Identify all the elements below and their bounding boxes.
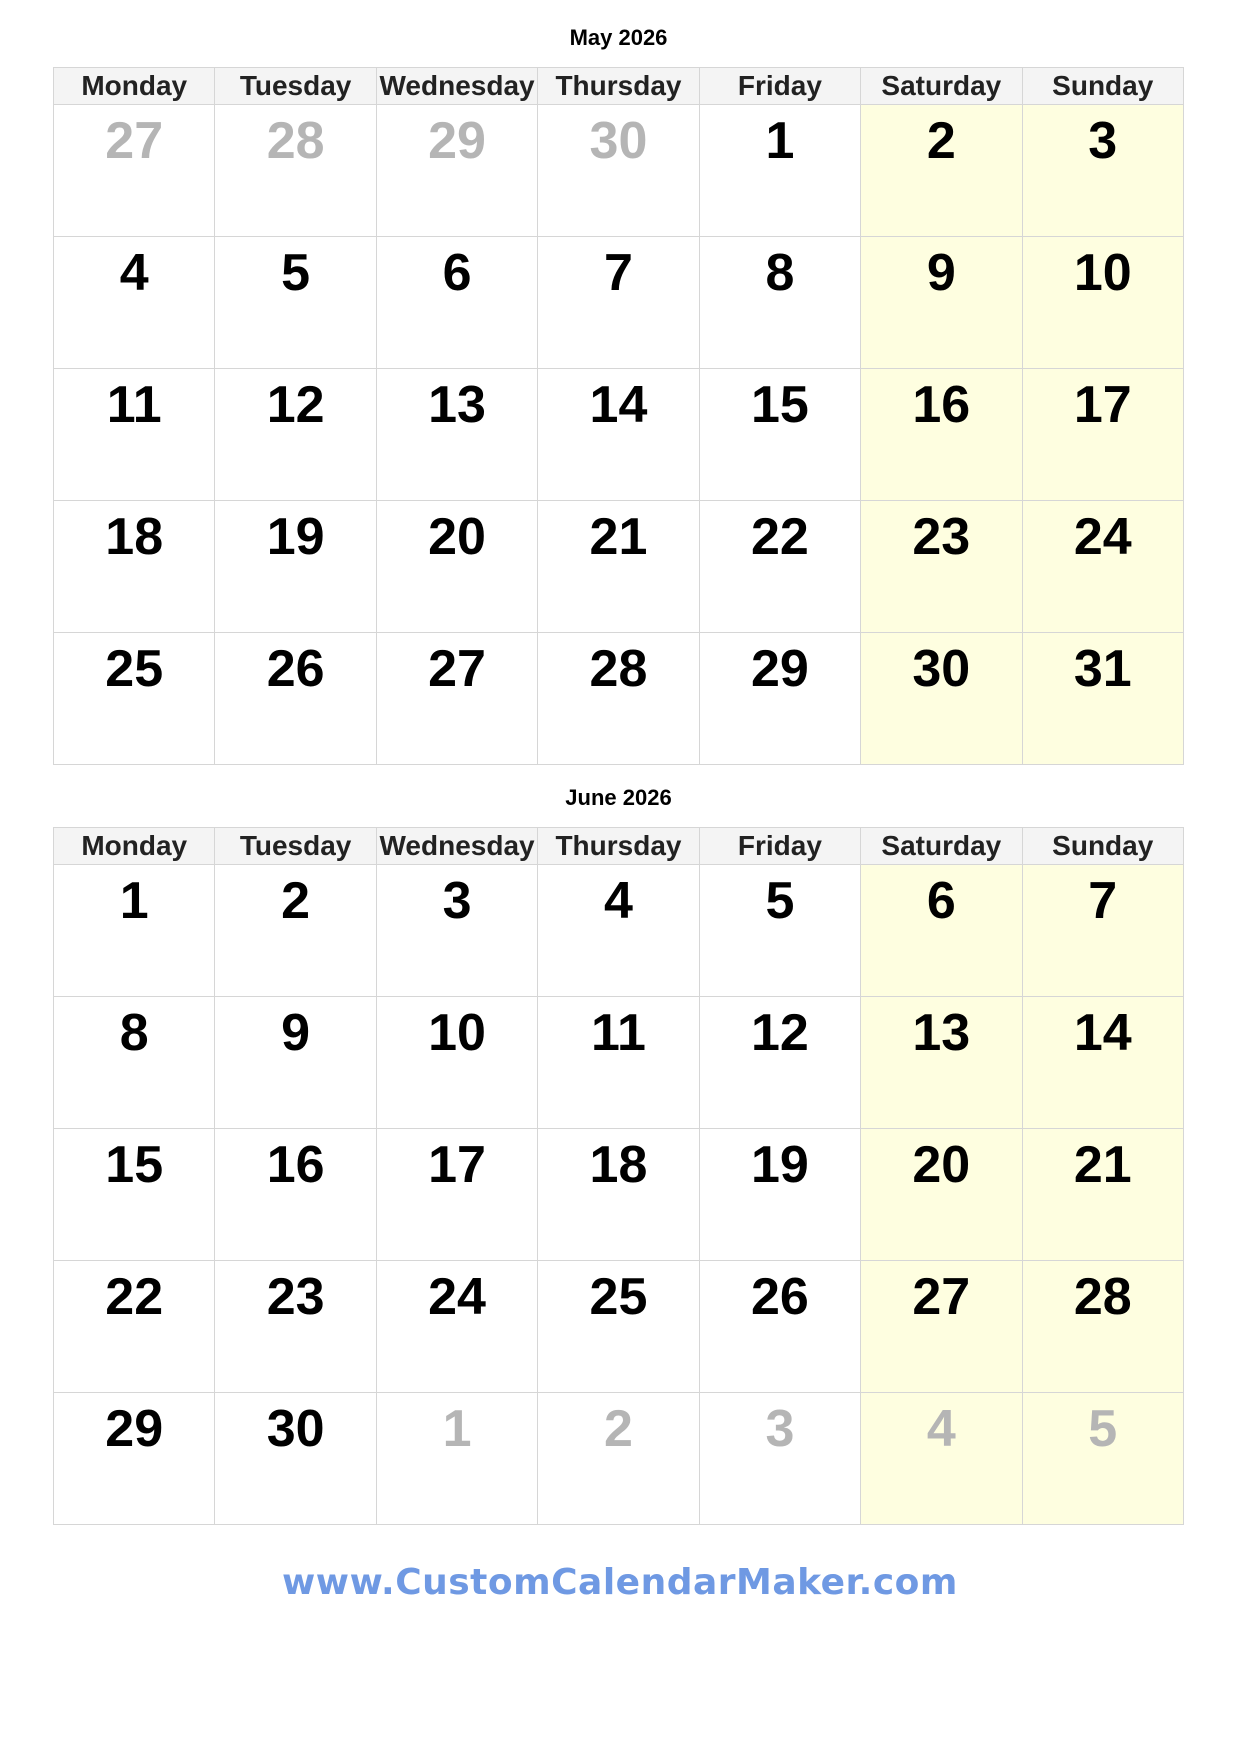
day-cell[interactable]: 20 [377,501,538,633]
day-cell-other-month[interactable]: 29 [377,105,538,237]
day-cell[interactable]: 16 [215,1129,376,1261]
week-row [54,1261,1184,1393]
day-cell-other-month[interactable]: 27 [54,105,215,237]
day-cell[interactable]: 11 [54,369,215,501]
month-title: June 2026 [565,785,672,810]
weekday-header-cell: Tuesday [215,68,376,105]
day-cell[interactable]: 6 [861,865,1022,997]
day-cell[interactable]: 21 [538,501,699,633]
week-row [54,997,1184,1129]
day-cell[interactable]: 14 [1023,997,1184,1129]
day-cell[interactable]: 22 [700,501,861,633]
day-cell[interactable]: 12 [215,369,376,501]
day-cell[interactable]: 29 [700,633,861,765]
weekday-header-cell: Monday [54,828,215,865]
day-cell[interactable]: 26 [215,633,376,765]
day-cell[interactable]: 1 [54,865,215,997]
day-cell[interactable]: 9 [215,997,376,1129]
day-cell[interactable]: 5 [215,237,376,369]
day-cell[interactable]: 11 [538,997,699,1129]
weekday-header-row [54,828,1184,865]
day-cell[interactable]: 10 [377,997,538,1129]
weekday-header-cell: Thursday [538,68,699,105]
weekday-header-row [54,68,1184,105]
day-cell[interactable]: 4 [538,865,699,997]
week-row [54,865,1184,997]
day-cell[interactable]: 18 [538,1129,699,1261]
day-cell-other-month[interactable]: 1 [377,1393,538,1525]
day-cell-other-month[interactable]: 3 [700,1393,861,1525]
day-cell[interactable]: 25 [54,633,215,765]
weekday-header-cell: Tuesday [215,828,376,865]
day-cell[interactable]: 17 [377,1129,538,1261]
day-cell[interactable]: 24 [1023,501,1184,633]
month-title: May 2026 [569,25,668,50]
day-cell[interactable]: 30 [861,633,1022,765]
week-row [54,1393,1184,1525]
day-cell[interactable]: 15 [54,1129,215,1261]
day-cell[interactable]: 30 [215,1393,376,1525]
day-cell[interactable]: 24 [377,1261,538,1393]
day-cell[interactable]: 10 [1023,237,1184,369]
weekday-header-cell: Friday [700,828,861,865]
week-row [54,369,1184,501]
day-cell[interactable]: 1 [700,105,861,237]
day-cell[interactable]: 19 [700,1129,861,1261]
day-cell-other-month[interactable]: 4 [861,1393,1022,1525]
day-cell[interactable]: 17 [1023,369,1184,501]
weekday-header-cell: Wednesday [377,68,538,105]
weekday-header-cell: Friday [700,68,861,105]
day-cell[interactable]: 31 [1023,633,1184,765]
week-row [54,237,1184,369]
weekday-header-cell: Monday [54,68,215,105]
week-row [54,633,1184,765]
day-cell[interactable]: 8 [54,997,215,1129]
day-cell[interactable]: 2 [215,865,376,997]
day-cell-other-month[interactable]: 5 [1023,1393,1184,1525]
day-cell-other-month[interactable]: 28 [215,105,376,237]
day-cell[interactable]: 8 [700,237,861,369]
day-cell[interactable]: 3 [1023,105,1184,237]
day-cell[interactable]: 15 [700,369,861,501]
day-cell[interactable]: 7 [538,237,699,369]
day-cell[interactable]: 20 [861,1129,1022,1261]
weekday-header-cell: Saturday [861,68,1022,105]
week-row [54,1129,1184,1261]
day-cell[interactable]: 5 [700,865,861,997]
day-cell[interactable]: 25 [538,1261,699,1393]
day-cell[interactable]: 9 [861,237,1022,369]
day-cell[interactable]: 12 [700,997,861,1129]
weekday-header-cell: Wednesday [377,828,538,865]
day-cell[interactable]: 14 [538,369,699,501]
day-cell[interactable]: 3 [377,865,538,997]
day-cell[interactable]: 27 [861,1261,1022,1393]
day-cell[interactable]: 29 [54,1393,215,1525]
day-cell[interactable]: 21 [1023,1129,1184,1261]
calendar-grid [53,67,1184,765]
week-row [54,105,1184,237]
week-row [54,501,1184,633]
day-cell[interactable]: 23 [215,1261,376,1393]
day-cell[interactable]: 13 [861,997,1022,1129]
day-cell[interactable]: 6 [377,237,538,369]
day-cell[interactable]: 22 [54,1261,215,1393]
day-cell[interactable]: 4 [54,237,215,369]
weekday-header-cell: Sunday [1023,828,1184,865]
day-cell[interactable]: 2 [861,105,1022,237]
day-cell[interactable]: 26 [700,1261,861,1393]
day-cell[interactable]: 7 [1023,865,1184,997]
day-cell-other-month[interactable]: 2 [538,1393,699,1525]
day-cell[interactable]: 18 [54,501,215,633]
day-cell[interactable]: 23 [861,501,1022,633]
day-cell[interactable]: 13 [377,369,538,501]
weekday-header-cell: Thursday [538,828,699,865]
day-cell-other-month[interactable]: 30 [538,105,699,237]
day-cell[interactable]: 28 [1023,1261,1184,1393]
day-cell[interactable]: 19 [215,501,376,633]
day-cell[interactable]: 27 [377,633,538,765]
weekday-header-cell: Sunday [1023,68,1184,105]
website-footer-link[interactable]: www.CustomCalendarMaker.com [282,1562,958,1603]
day-cell[interactable]: 16 [861,369,1022,501]
calendar-grid [53,827,1184,1525]
day-cell[interactable]: 28 [538,633,699,765]
weekday-header-cell: Saturday [861,828,1022,865]
